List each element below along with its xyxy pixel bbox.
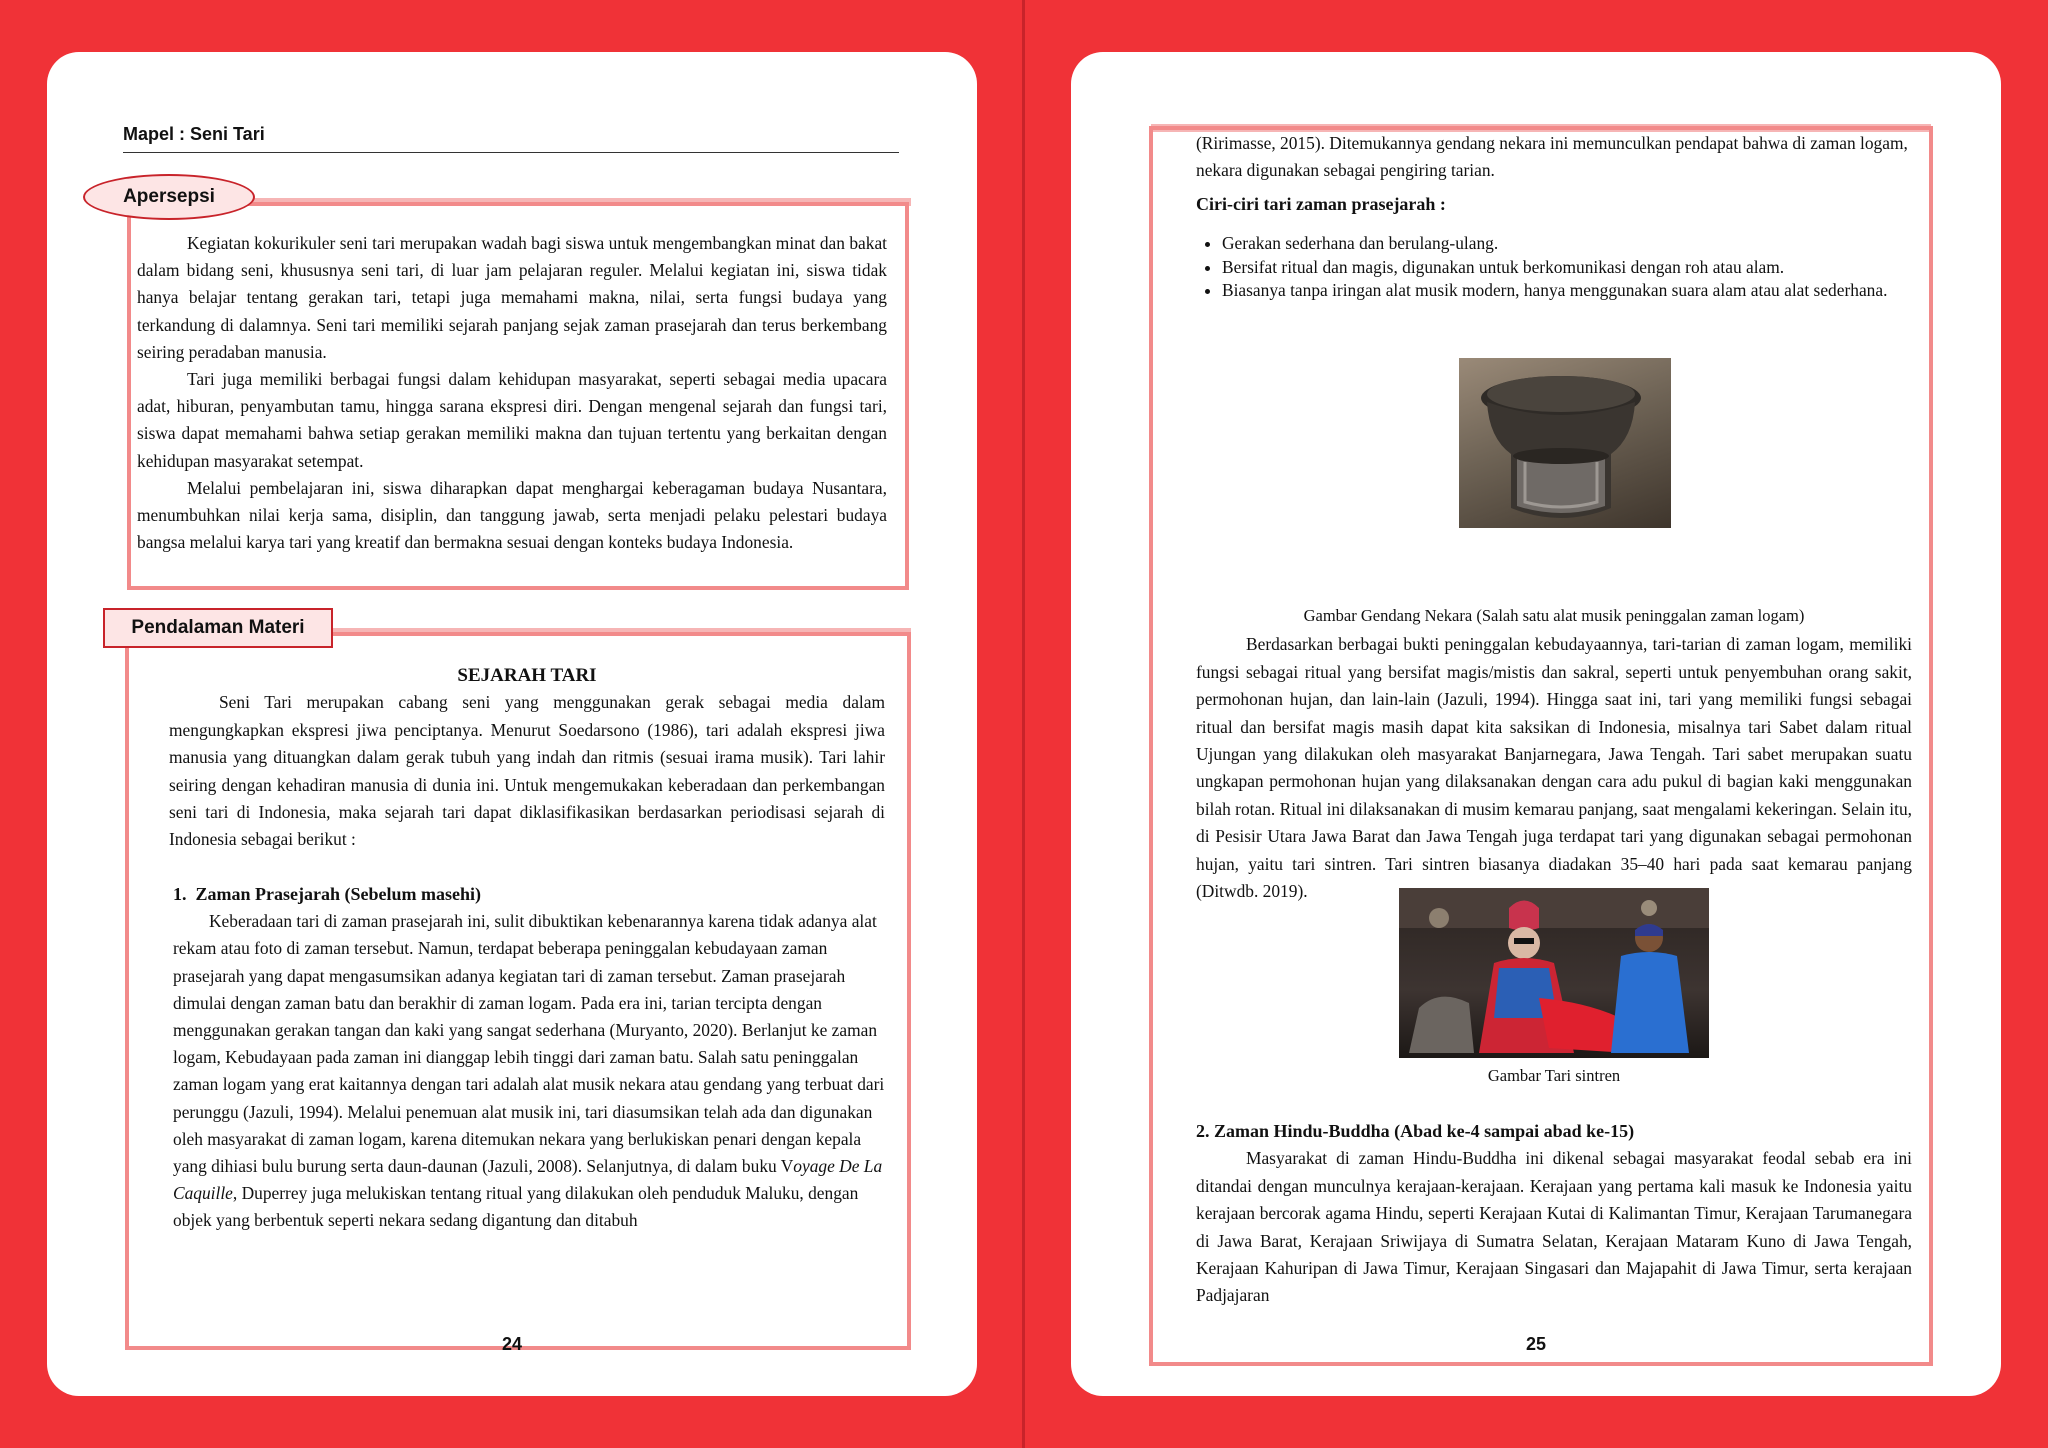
- apersepsi-paragraph: Melalui pembelajaran ini, siswa diharapkan dapat menghargai keberagaman budaya Nusantara, menumbuhkan nilai kerja sama, disiplin, dan tanggung jawab, serta menjadi pelaku pelestari budaya bangsa melalui karya tari yang kreatif dan bermakna sesuai dengan konteks budaya Indonesia.: [137, 477, 887, 553]
- section1-title: Zaman Prasejarah (Sebelum masehi): [195, 884, 481, 904]
- section1-heading: [173, 881, 885, 908]
- ciri-item: • Bersifat ritual dan magis, digunakan untuk berkomunikasi dengan roh atau alam.: [1222, 256, 1912, 280]
- page-number: 24: [501, 1334, 523, 1354]
- continuation-text: [1196, 130, 1912, 303]
- sejarah-intro: Seni Tari merupakan cabang seni yang menggunakan gerak sebagai media dalam mengungkapkan ekspresi jiwa penciptanya. Menurut Soedarsono (1986), tari adalah ekspresi jiwa manusia yang dituangkan dalam gerak tubuh yang indah dan ritmis (sesuai irama musik). Tari lahir seiring dengan kehadiran manusia di dunia ini. Untuk mengemukakan keberadaan dan perkembangan seni tari di Indonesia, maka sejarah tari dapat diklasifikasikan berdasarkan periodisasi sejarah di Indonesia sebagai berikut :: [169, 692, 885, 850]
- right-page: [1071, 52, 2001, 1396]
- ciri-item: • Biasanya tanpa iringan alat musik modern, hanya menggunakan suara alam atau alat sederhana.: [1222, 279, 1912, 303]
- nekara-photo: [1459, 358, 1671, 528]
- ciri-list: [1196, 232, 1912, 303]
- section1-text-b: , Duperrey juga melukiskan tentang ritual yang dilakukan oleh penduduk Maluku, dengan objek yang berbentuk seperti nekara sedang digantung dan ditabuh: [173, 1183, 859, 1231]
- section1: [173, 881, 885, 1235]
- ciri-item: • Gerakan sederhana dan berulang-ulang.: [1222, 232, 1912, 256]
- sintren-dancer-image: [1399, 888, 1709, 1058]
- continuation-paragraph: (Ririmasse, 2015). Ditemukannya gendang nekara ini memunculkan pendapat bahwa di zaman logam, nekara digunakan sebagai pengiring tarian.: [1196, 133, 1908, 181]
- book-spine: [1022, 0, 1025, 1448]
- left-page: [47, 52, 977, 1396]
- sejarah-section: [169, 662, 885, 854]
- section2: [1196, 1118, 1912, 1310]
- ritual-section: [1196, 602, 1912, 905]
- sejarah-title: SEJARAH TARI: [457, 665, 597, 686]
- section2-title: 2. Zaman Hindu-Buddha (Abad ke-4 sampai abad ke-15): [1196, 1121, 1635, 1141]
- sintren-caption: Gambar Tari sintren: [1487, 1066, 1621, 1085]
- sintren-caption-area: [1196, 1062, 1912, 1089]
- apersepsi-text: [137, 230, 887, 556]
- page-number: 25: [1525, 1334, 1547, 1354]
- nekara-caption: Gambar Gendang Nekara (Salah satu alat musik peninggalan zaman logam): [1303, 606, 1805, 625]
- nekara-drum-image: [1459, 358, 1671, 528]
- sintren-photo: [1399, 888, 1709, 1058]
- ritual-paragraph: Berdasarkan berbagai bukti peninggalan kebudayaannya, tari-tarian di zaman logam, memiliki fungsi sebagai ritual yang bersifat magis/mistis dan sakral, seperti untuk penyembuhan orang sakit, permohonan hujan, dan lain-lain (Jazuli, 1994). Hingga saat ini, tari yang memiliki fungsi sebagai ritual dan bersifat magis masih dapat kita saksikan di Indonesia, misalnya tari Sabet dalam ritual Ujungan yang dilakukan oleh masyarakat Banjarnegara, Jawa Tengah. Tari sabet merupakan suatu ungkapan permohonan hujan yang dilaksanakan dengan cara adu pukul di bagian kaki menggunakan bilah rotan. Ritual ini dilaksanakan di musim kemarau panjang, saat mengalami kekeringan. Selain itu, di Pesisir Utara Jawa Barat dan Jawa Tengah juga terdapat tari yang digunakan sebagai permohonan hujan, yaitu tari sintren. Tari sintren biasanya diadakan 35–40 hari pada saat kemarau panjang (Ditwdb. 2019).: [1196, 634, 1912, 902]
- apersepsi-paragraph: Kegiatan kokurikuler seni tari merupakan wadah bagi siswa untuk mengembangkan minat dan bakat dalam bidang seni, khususnya seni tari, di luar jam pelajaran reguler. Melalui kegiatan ini, siswa tidak hanya belajar tentang gerakan tari, tetapi juga memahami makna, nilai, serta fungsi budaya yang terkandung di dalamnya. Seni tari memiliki sejarah panjang sejak zaman prasejarah dan terus berkembang seiring peradaban manusia.: [137, 233, 887, 362]
- page-header: Mapel : Seni Tari: [123, 124, 899, 153]
- section1-text: [173, 908, 885, 1234]
- apersepsi-label: Apersepsi: [83, 174, 255, 220]
- ciri-title: Ciri-ciri tari zaman prasejarah :: [1196, 193, 1446, 214]
- pendalaman-label: Pendalaman Materi: [103, 608, 333, 648]
- section1-text-a: Keberadaan tari di zaman prasejarah ini, sulit dibuktikan kebenarannya karena tidak adanya alat rekam atau foto di zaman tersebut. Namun, terdapat beberapa peninggalan kebudayaan zaman prasejarah yang dapat mengasumsikan adanya kegiatan tari di zaman tersebut. Zaman prasejarah dimulai dengan zaman batu dan berakhir di zaman logam. Pada era ini, tarian tercipta dengan menggunakan gerakan tangan dan kaki yang sangat sederhana (Muryanto, 2020). Berlanjut ke zaman logam, Kebudayaan pada zaman ini dianggap lebih tinggi dari zaman batu. Salah satu peninggalan zaman logam yang erat kaitannya dengan tari adalah alat musik nekara atau gendang yang terbuat dari perunggu (Jazuli, 1994). Melalui penemuan alat musik ini, tari diasumsikan telah ada dan digunakan oleh masyarakat di zaman logam, karena ditemukan nekara yang berlukiskan penari dengan kepala yang dihiasi bulu burung serta daun-daunan (Jazuli, 2008). Selanjutnya, di dalam buku V: [173, 911, 885, 1177]
- section1-italic: oyage De La Caquille: [173, 1156, 883, 1204]
- section1-number: 1.: [173, 884, 187, 904]
- apersepsi-paragraph: Tari juga memiliki berbagai fungsi dalam kehidupan masyarakat, seperti sebagai media upacara adat, hiburan, penyambutan tamu, hingga sarana ekspresi diri. Dengan mengenal sejarah dan fungsi tari, siswa dapat memahami bahwa setiap gerakan memiliki makna dan tujuan tertentu yang berkaitan dengan kehidupan masyarakat setempat.: [137, 369, 887, 471]
- section2-text: Masyarakat di zaman Hindu-Buddha ini dikenal sebagai masyarakat feodal sebab era ini ditandai dengan munculnya kerajaan-kerajaan. Kerajaan yang pertama kali masuk ke Indonesia yaitu kerajaan bercorak agama Hindu, seperti Kerajaan Kutai di Kalimantan Timur, Kerajaan Tarumanegara di Jawa Barat, Kerajaan Sriwijaya di Sumatra Selatan, Kerajaan Mataram Kuno di Jawa Tengah, Kerajaan Kahuripan di Jawa Timur, Kerajaan Singasari dan Majapahit di Jawa Timur, serta kerajaan Padjajaran: [1196, 1148, 1912, 1306]
